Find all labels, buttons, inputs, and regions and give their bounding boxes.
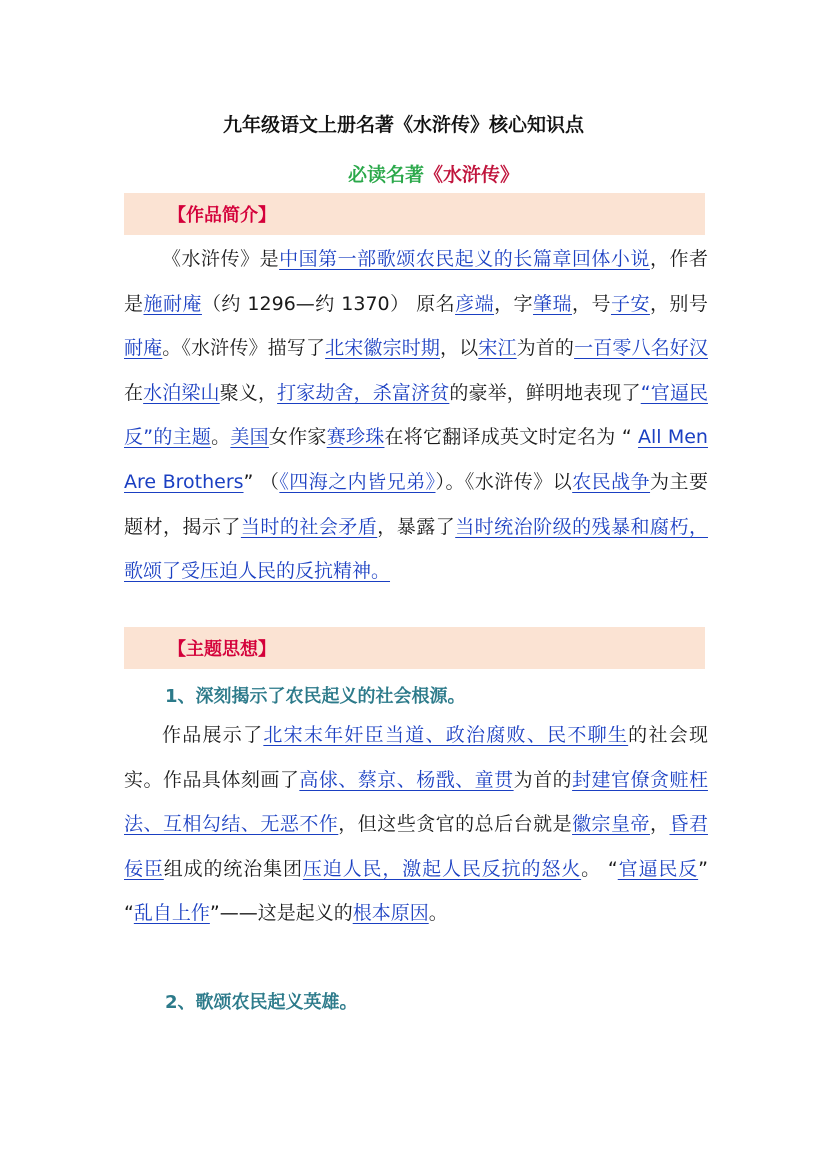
intro-text: ，号 bbox=[572, 292, 611, 315]
intro-underlined-term: 肇瑞 bbox=[533, 292, 572, 315]
section-heading-intro bbox=[124, 193, 705, 235]
document-title: 九年级语文上册名著《水浒传》核心知识点 bbox=[222, 114, 584, 136]
theme-underlined-term: 封建官僚贪赃枉法、互相勾结、无恶不作 bbox=[124, 768, 708, 836]
subtitle-prefix: 必读名著 bbox=[347, 164, 424, 186]
theme-text: ” “ bbox=[124, 857, 708, 925]
theme-point-1: 1、深刻揭示了农民起义的社会根源。 bbox=[165, 686, 466, 707]
intro-underlined-term: 农民战争 bbox=[572, 470, 651, 493]
intro-underlined-term: 宋江 bbox=[478, 337, 517, 360]
intro-text: ，字 bbox=[494, 292, 534, 315]
intro-text: 女作家 bbox=[268, 426, 327, 449]
intro-paragraph bbox=[124, 237, 708, 594]
intro-text: ，暴露了 bbox=[377, 515, 456, 538]
theme-underlined-term: 昏君佞臣 bbox=[124, 813, 708, 880]
theme-text: 。 “ bbox=[581, 857, 618, 880]
intro-text: ）。《水浒传》以 bbox=[435, 470, 573, 493]
intro-underlined-term: 当时的社会矛盾 bbox=[240, 515, 378, 538]
theme-text: 。 bbox=[428, 902, 448, 925]
intro-underlined-term: 彦端 bbox=[455, 292, 495, 315]
theme-text: ”——这是起义的 bbox=[209, 902, 353, 925]
theme-underlined-term: 徽宗皇帝 bbox=[572, 813, 650, 836]
theme-text: 组成的统治集团 bbox=[163, 857, 303, 880]
intro-underlined-term: 美国 bbox=[230, 426, 269, 449]
intro-underlined-term: 赛珍珠 bbox=[326, 426, 385, 449]
intro-underlined-term: 打家劫舍，杀富济贫 bbox=[277, 381, 450, 404]
section-heading-intro-label: 【作品简介】 bbox=[168, 205, 276, 226]
intro-underlined-term: 子安 bbox=[610, 292, 650, 315]
intro-text: ，别号 bbox=[649, 292, 708, 315]
theme-text: ，但这些贪官的总后台就是 bbox=[338, 813, 573, 836]
theme-paragraph bbox=[124, 713, 708, 936]
theme-underlined-term: 官逼民反 bbox=[617, 857, 699, 880]
intro-underlined-term: 耐庵 bbox=[124, 337, 163, 360]
intro-text: 为首的 bbox=[516, 337, 575, 360]
intro-text: 为主要题材，揭示了 bbox=[124, 470, 708, 538]
intro-underlined-term: 当时统治阶级的残暴和腐朽，歌颂了受压迫人民的反抗精神。 bbox=[124, 515, 708, 583]
intro-underlined-term: 施耐庵 bbox=[143, 292, 202, 315]
section-heading-theme bbox=[124, 627, 705, 669]
intro-text: 。 bbox=[211, 426, 231, 449]
intro-text: 《水浒传》是 bbox=[162, 248, 280, 270]
theme-underlined-term: 根本原因 bbox=[352, 902, 429, 925]
document-subtitle bbox=[0, 160, 827, 187]
theme-text: ， bbox=[649, 813, 670, 836]
intro-text: 在将它翻译成英文时定名为 “ bbox=[384, 426, 638, 449]
intro-underlined-term: 一百零八名好汉 bbox=[574, 337, 708, 360]
theme-text: 为首的 bbox=[513, 768, 573, 791]
intro-text: ” （ bbox=[243, 470, 280, 493]
intro-text: 。《水浒传》描写了 bbox=[162, 337, 326, 360]
theme-underlined-term: 压迫人民，激起人民反抗的怒火 bbox=[302, 857, 582, 880]
theme-underlined-term: 乱自上作 bbox=[133, 902, 210, 925]
theme-point-2: 2、歌颂农民起义英雄。 bbox=[165, 992, 358, 1013]
intro-text: 在 bbox=[124, 381, 144, 404]
subtitle-book: 《水浒传》 bbox=[424, 164, 520, 186]
section-heading-theme-label: 【主题思想】 bbox=[168, 639, 276, 660]
intro-text: ，以 bbox=[440, 337, 479, 360]
intro-underlined-term: 水泊梁山 bbox=[143, 381, 220, 404]
intro-underlined-term: 《四海之内皆兄弟》 bbox=[279, 470, 436, 493]
intro-text: 的豪举，鲜明地表现了 bbox=[449, 381, 641, 404]
intro-underlined-term: All Men Are Brothers bbox=[124, 426, 708, 493]
intro-underlined-term: 中国第一部歌颂农民起义的长篇章回体小说 bbox=[279, 248, 650, 270]
theme-text: 的社会现实。作品具体刻画了 bbox=[124, 724, 708, 791]
intro-text: 聚义， bbox=[219, 381, 278, 404]
intro-underlined-term: 北宋徽宗时期 bbox=[325, 337, 441, 360]
intro-text: ，作者是 bbox=[124, 248, 708, 315]
theme-underlined-term: 北宋末年奸臣当道、政治腐败、民不聊生 bbox=[263, 724, 629, 746]
theme-underlined-term: 高俅、蔡京、杨戬、童贯 bbox=[299, 768, 514, 791]
intro-underlined-term: “官逼民反”的主题 bbox=[124, 381, 708, 449]
intro-text: （约 1296—约 1370） 原名 bbox=[201, 292, 456, 315]
theme-text: 作品展示了 bbox=[162, 724, 264, 746]
